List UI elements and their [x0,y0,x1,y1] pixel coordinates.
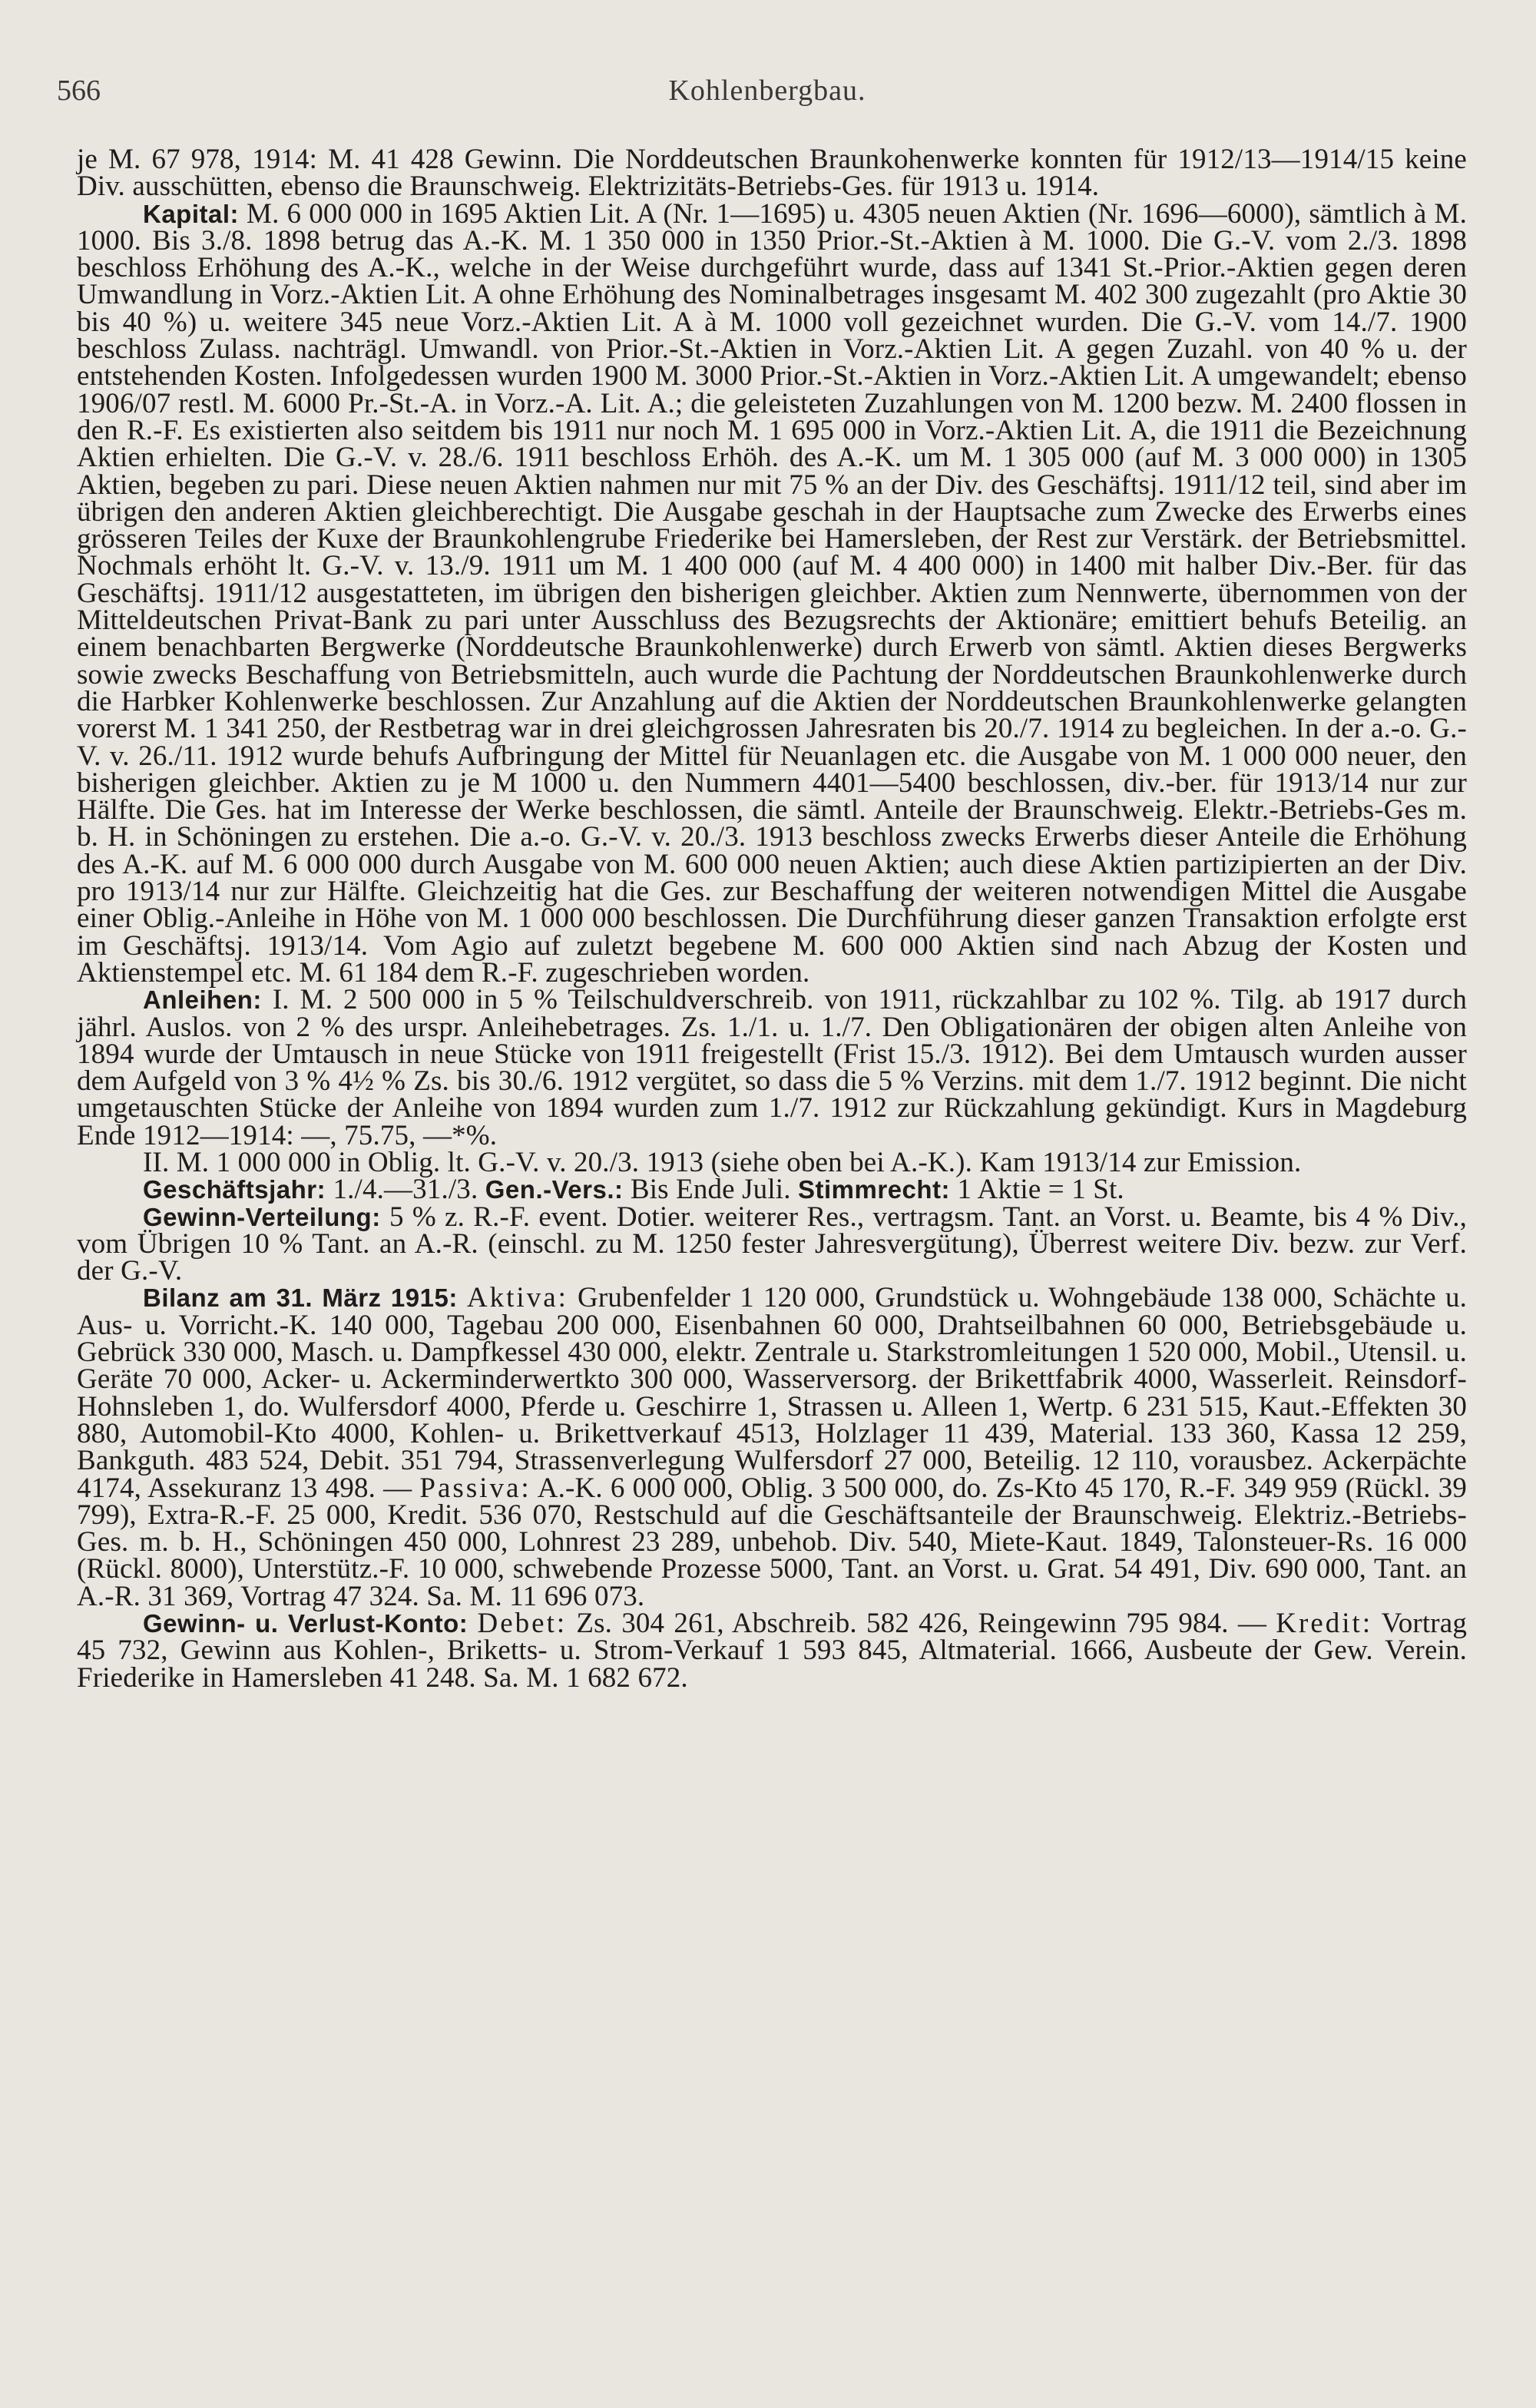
guv-heading: Gewinn- u. Verlust-Konto: [143,1609,468,1638]
passiva-label: Passiva: [419,1472,531,1504]
geschaeftsjahr-paragraph [77,1174,1467,1206]
debet-text: Zs. 304 261, Abschreib. 582 426, Reingewinn 795 984. — [576,1608,1267,1640]
debet-label: Debet: [477,1608,568,1640]
stimmrecht-heading: Stimmrecht: [798,1175,951,1204]
intro-paragraph [77,144,1467,203]
stimmrecht-text: 1 Aktie = 1 St. [950,1174,1124,1206]
kredit-text: Vortrag 45 732, Gewinn aus Kohlen-, Briketts- u. Strom-Verkauf 1 593 845, Altmaterial. 1666, Ausbeute der Gew. Verein. Friederike in Hamersleben 41 248. Sa. M. 1 682 672. [77,1608,1468,1694]
page-header [57,74,1478,120]
aktiva-text: Grubenfelder 1 120 000, Grundstück u. Wohngebäude 138 000, Schächte u. Aus- u. Vorricht.-K. 140 000, Tagebau 200 000, Eisenbahnen 60 000, Drahtseilbahnen 60 000, Betriebsgebäude u. Gebrück 330 000, Masch. u. Dampfkessel 430 000, elektr. Zentrale u. Starkstromleitungen 1 520 000, Mobil., Utensil. u. Geräte 70 000, Acker- u. Ackerminderwertkto 300 000, Wasserversorg. der Brikettfabrik 4000, Wasserleit. Reinsdorf-Hohnsleben 1, do. Wulfersdorf 4000, Pferde u. Geschirre 1, Strassen u. Alleen 1, Wertp. 6 231 515, Kaut.-Effekten 30 880, Automobil-Kto 4000, Kohlen- u. Brikettverkauf 4513, Holzlager 11 439, Material. 133 360, Kassa 12 259, Bankguth. 483 524, Debit. 351 794, Strassenverlegung Wulfersdorf 27 000, Beteilig. 12 110, vorausbez. Ackerpächte 4174, Assekuranz 13 498. — [77,1282,1467,1504]
anleihen-heading: Anleihen: [143,985,262,1015]
bilanz-paragraph [77,1284,1467,1610]
document-body [77,144,1468,1694]
gewinn-verteilung-paragraph [77,1201,1468,1287]
gewinn-verteilung-text: 5 % z. R.-F. event. Dotier. weiterer Res., vertragsm. Tant. an Vorst. u. Beamte, bis 4 % Div., vom Übrigen 10 % Tant. an A.-R. (einschl. zu M. 1250 fester Jahresvergütung), Überrest weitere Div. bezw. zur Verf. der G.-V. [77,1201,1468,1287]
page-number: 566 [57,75,101,107]
gen-vers-heading: Gen.-Vers.: [485,1175,624,1204]
geschaeftsjahr-heading: Geschäftsjahr: [143,1175,326,1204]
anleihen-ii-paragraph [77,1146,1467,1178]
kredit-label: Kredit: [1276,1608,1373,1640]
anleihen-text: I. M. 2 500 000 in 5 % Teilschuldverschreib. von 1911, rückzahlbar zu 102 %. Tilg. ab 1917 durch jährl. Auslos. von 2 % des urspr. Anleihebetrages. Zs. 1./1. u. 1./7. Den Obligationären der obigen alten Anleihe von 1894 wurde der Umtausch in neue Stücke von 1911 freigestellt (Frist 15./3. 1912). Bei dem Umtausch wurden ausser dem Aufgeld von 3 % 4½ % Zs. bis 30./6. 1912 vergütet, so dass die 5 % Verzins. mit dem 1./7. 1912 beginnt. Die nicht umgetauschten Stücke der Anleihe von 1894 wurden zum 1./7. 1912 zur Rückzahlung gekündigt. Kurs in Magdeburg Ende 1912—1914: —, 75.75, —*%. [77,984,1467,1151]
kapital-paragraph [77,197,1467,989]
running-head: Kohlenbergbau. [668,75,866,107]
gewinn-verteilung-heading: Gewinn-Verteilung: [143,1202,381,1231]
intro-text: je M. 67 978, 1914: M. 41 428 Gewinn. Die Norddeutschen Braunkohenwerke konnten für 1912/13—1914/15 keine Div. ausschütten, ebenso die Braunschweig. Elektrizitäts-Betriebs-Ges. für 1913 u. 1914. [77,144,1467,203]
passiva-text: A.-K. 6 000 000, Oblig. 3 500 000, do. Zs-Kto 45 170, R.-F. 349 959 (Rückl. 39 799), Extra-R.-F. 25 000, Kredit. 536 070, Restschuld auf die Geschäftsanteile der Braunschweig. Elektriz.-Betriebs-Ges. m. b. H., Schöningen 450 000, Lohnrest 23 289, unbehob. Div. 540, Miete-Kaut. 1849, Talonsteuer-Rs. 16 000 (Rückl. 8000), Unterstütz.-F. 10 000, schwebende Prozesse 5000, Tant. an Vorst. u. Grat. 54 491, Div. 690 000, Tant. an A.-R. 31 369, Vortrag 47 324. Sa. M. 11 696 073. [77,1472,1468,1612]
gen-vers-text: Bis Ende Juli. [623,1174,798,1206]
kapital-text: M. 6 000 000 in 1695 Aktien Lit. A (Nr. 1—1695) u. 4305 neuen Aktien (Nr. 1696—6000), sämtlich à M. 1000. Bis 3./8. 1898 betrug das A.-K. M. 1 350 000 in 1350 Prior.-St.-Aktien à M. 1000. Die G.-V. vom 2./3. 1898 beschloss Erhöhung des A.-K., welche in der Weise durchgeführt wurde, dass auf 1341 St.-Prior.-Aktien gegen deren Umwandlung in Vorz.-Aktien Lit. A ohne Erhöhung des Nominalbetrages insgesamt M. 402 300 zugezahlt (pro Aktie 30 bis 40 %) u. weitere 345 neue Vorz.-Aktien Lit. A à M. 1000 voll gezeichnet wurden. Die G.-V. vom 14./7. 1900 beschloss Zulass. nachträgl. Umwandl. von Prior.-St.-Aktien in Vorz.-Aktien Lit. A gegen Zuzahl. von 40 % u. der entstehenden Kosten. Infolgedessen wurden 1900 M. 3000 Prior.-St.-Aktien in Vorz.-Aktien Lit. A umgewandelt; ebenso 1906/07 restl. M. 6000 Pr.-St.-A. in Vorz.-A. Lit. A.; die geleisteten Zuzahlungen von M. 1200 bezw. M. 2400 flossen in den R.-F. Es existierten also seitdem bis 1911 nur noch M. 1 695 000 in Vorz.-Aktien Lit. A, die 1911 die Bezeichnung Aktien erhielten. Die G.-V. v. 28./6. 1911 beschloss Erhöh. des A.-K. um M. 1 305 000 (auf M. 3 000 000) in 1305 Aktien, begeben zu pari. Diese neuen Aktien nahmen nur mit 75 % an der Div. des Geschäftsj. 1911/12 teil, sind aber im übrigen den anderen Aktien gleichberechtigt. Die Ausgabe geschah in der Hauptsache zum Zwecke des Erwerbs eines grösseren Teiles der Kuxe der Braunkohlengrube Friederike bei Hamersleben, der Rest zur Verstärk. der Betriebsmittel. Nochmals erhöht lt. G.-V. v. 13./9. 1911 um M. 1 400 000 (auf M. 4 400 000) in 1400 mit halber Div.-Ber. für das Geschäftsj. 1911/12 ausgestatteten, im übrigen den bisherigen gleichber. Aktien zum Nennwerte, übernommen von der Mitteldeutschen Privat-Bank zu pari unter Ausschluss des Bezugsrechts der Aktionäre; emittiert behufs Beteilig. an einem benachbarten Bergwerke (Norddeutsche Braunkohlenwerke) durch Erwerb von sämtl. Aktien dieses Bergwerks sowie zwecks Beschaffung von Betriebsmitteln, auch wurde die Pachtung der Norddeutschen Braunkohlenwerke durch die Harbker Kohlenwerke beschlossen. Zur Anzahlung auf die Aktien der Norddeutschen Braunkohlenwerke gelangten vorerst M. 1 341 250, der Restbetrag war in drei gleichgrossen Jahresraten bis 20./7. 1914 zu begleichen. In der a.-o. G.-V. v. 26./11. 1912 wurde behufs Aufbringung der Mittel für Neuanlagen etc. die Ausgabe von M. 1 000 000 neuer, den bisherigen gleichber. Aktien zu je M 1000 u. den Nummern 4401—5400 beschlossen, div.-ber. für 1913/14 nur zur Hälfte. Die Ges. hat im Interesse der Werke beschlossen, die sämtl. Anteile der Braunschweig. Elektr.-Betriebs-Ges m. b. H. in Schöningen zu erstehen. Die a.-o. G.-V. v. 20./3. 1913 beschloss zwecks Erwerbs dieser Anteile die Erhöhung des A.-K. auf M. 6 000 000 durch Ausgabe von M. 600 000 neuen Aktien; auch diese Aktien partizipierten an der Div. pro 1913/14 nur zur Hälfte. Gleichzeitig hat die Ges. zur Beschaffung der weiteren notwendigen Mittel die Ausgabe einer Oblig.-Anleihe in Höhe von M. 1 000 000 beschlossen. Die Durchführung dieser ganzen Transaktion erfolgte erst im Geschäftsj. 1913/14. Vom Agio auf zuletzt begebene M. 600 000 Aktien sind nach Abzug der Kosten und Aktienstempel etc. M. 61 184 dem R.-F. zugeschrieben worden. [77,197,1467,989]
kapital-heading: Kapital: [143,199,240,228]
guv-paragraph [77,1608,1468,1694]
aktiva-label: Aktiva: [466,1282,568,1314]
anleihen-ii-text: II. M. 1 000 000 in Oblig. lt. G.-V. v. 20./3. 1913 (siehe oben bei A.-K.). Kam 1913/14 zur Emission. [143,1146,1302,1178]
anleihen-paragraph [77,986,1467,1149]
bilanz-heading: Bilanz am 31. März 1915: [143,1283,458,1313]
geschaeftsjahr-text: 1./4.—31./3. [326,1174,485,1206]
